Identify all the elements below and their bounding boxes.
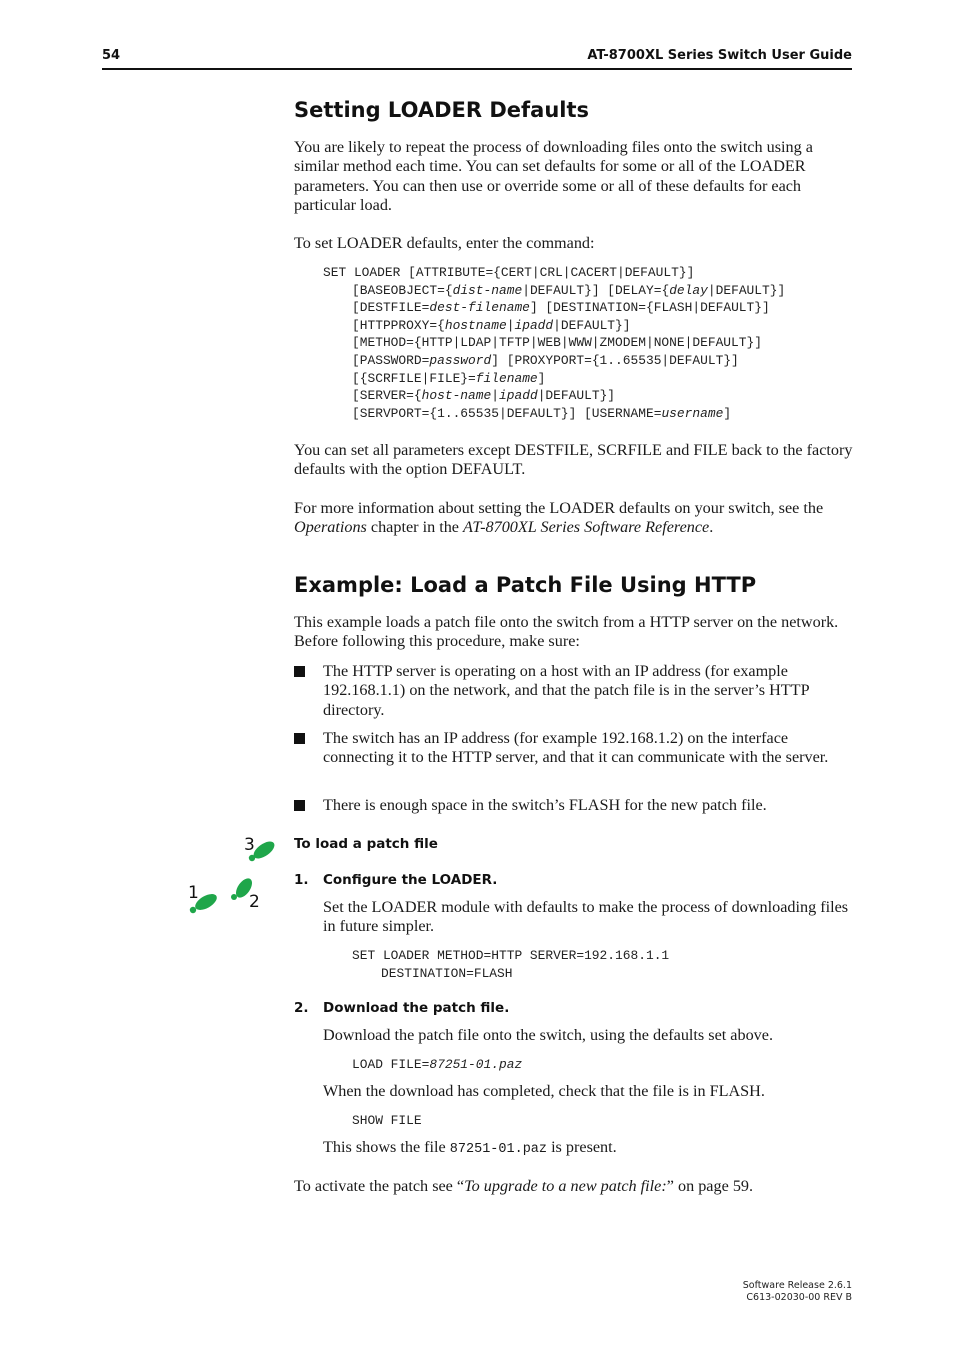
load-file-command — [352, 1056, 522, 1074]
command-line: [SERVER={host-name|ipadd|DEFAULT}] — [352, 388, 616, 404]
command-line: SET LOADER [ATTRIBUTE={CERT|CRL|CACERT|DEFAULT}] — [323, 265, 695, 280]
result-filename: 87251-01.paz — [449, 1142, 548, 1157]
set-loader-command-block — [323, 264, 785, 422]
more-info-text-a: For more information about setting the LOADER defaults on your switch, see the — [294, 499, 824, 517]
list-item — [294, 662, 854, 722]
page-number: 54 — [102, 48, 121, 63]
result-text — [323, 1138, 853, 1159]
http-example-intro: This example loads a patch file onto the switch from a HTTP server on the network. Before following this procedure, make sure: — [294, 613, 839, 651]
check-flash-text: When the download has completed, check that the file is in FLASH. — [323, 1082, 765, 1100]
command-line: [SERVPORT={1..65535|DEFAULT}] [USERNAME=username] — [352, 405, 732, 421]
command-line: [{SCRFILE|FILE}=filename] — [352, 370, 546, 386]
command-parameter: dest-filename — [429, 300, 530, 316]
list-item — [294, 796, 854, 818]
list-item — [294, 729, 854, 789]
bullet-text: The switch has an IP address (for example 192.168.1.2) on the interface connecting it to the HTTP server, and that it can communicate with the server. — [323, 729, 829, 767]
command-parameter: filename — [475, 370, 538, 386]
footstep-label-3: 3 — [244, 835, 255, 855]
header-rule — [102, 68, 852, 70]
footstep-label-1: 1 — [188, 883, 199, 903]
section-heading-loader-defaults: Setting LOADER Defaults — [294, 98, 590, 122]
step-1-text: Set the LOADER module with defaults to make the process of downloading files in future simpler. — [323, 898, 849, 936]
step-1-title: Configure the LOADER. — [323, 872, 498, 888]
show-file-command: SHOW FILE — [352, 1113, 422, 1128]
result-text-b: is present. — [547, 1138, 617, 1156]
operations-chapter-ref: Operations — [294, 518, 367, 537]
activate-patch-text — [294, 1177, 854, 1196]
command-parameter: dist-name — [452, 282, 523, 298]
command-parameter: delay — [669, 282, 708, 298]
software-release: Software Release 2.6.1 — [742, 1280, 852, 1291]
footsteps-icon — [186, 830, 282, 918]
procedure-title: To load a patch file — [294, 836, 438, 852]
command-lead-text: To set LOADER defaults, enter the command: — [294, 234, 595, 252]
command-line: [BASEOBJECT={dist-name|DEFAULT}] [DELAY={delay|DEFAULT}] — [352, 282, 786, 298]
bullet-text: There is enough space in the switch’s FLASH for the new patch file. — [323, 796, 767, 814]
step-1-number: 1. — [294, 872, 309, 888]
load-command-prefix: LOAD FILE= — [352, 1057, 430, 1072]
loader-defaults-intro: You are likely to repeat the process of downloading files onto the switch using a similar method each time. You can set defaults for some or all of the LOADER parameters. You can then use or override some or all of these defaults for each particular load. — [294, 138, 813, 214]
activate-text-a: To activate the patch see “ — [294, 1177, 465, 1195]
more-info-text-b: chapter in the — [366, 518, 464, 537]
document-id: C613-02030-00 REV B — [746, 1291, 852, 1303]
result-text-a: This shows the file — [323, 1138, 450, 1156]
command-parameter: username — [661, 405, 724, 421]
footstep-label-2: 2 — [249, 892, 260, 912]
bullet-text: The HTTP server is operating on a host with an IP address (for example 192.168.1.1) on the network, and that the patch file is in the server’s HTTP directory. — [323, 662, 809, 719]
load-command-filename: 87251-01.paz — [429, 1057, 523, 1072]
command-line: [PASSWORD=password] [PROXYPORT={1..65535|DEFAULT}] — [352, 352, 739, 368]
step-1-code-line-1: SET LOADER METHOD=HTTP SERVER=192.168.1.1 — [352, 948, 670, 963]
more-info-text-c: . — [709, 518, 714, 537]
bullet-square-icon — [294, 666, 305, 677]
step-2-title: Download the patch file. — [323, 1000, 510, 1016]
command-parameter: ipadd — [514, 317, 554, 333]
command-parameter: hostname — [444, 317, 507, 333]
command-line: [HTTPPROXY={hostname|ipadd|DEFAULT}] — [352, 317, 631, 333]
command-line: [DESTFILE=dest-filename] [DESTINATION={FLASH|DEFAULT}] — [352, 300, 770, 316]
step-2-number: 2. — [294, 1000, 309, 1016]
upgrade-patch-link[interactable]: To upgrade to a new patch file: — [464, 1177, 667, 1195]
more-info-paragraph — [294, 499, 854, 538]
command-parameter: host-name — [421, 388, 492, 404]
section-heading-http-example: Example: Load a Patch File Using HTTP — [294, 573, 757, 597]
footer — [743, 1280, 852, 1303]
defaults-note: You can set all parameters except DESTFILE, SCRFILE and FILE back to the factory defaults with the option DEFAULT. — [294, 441, 853, 479]
command-parameter: password — [429, 352, 492, 368]
activate-text-b: ” on page 59. — [666, 1177, 754, 1195]
step-2-text: Download the patch file onto the switch, using the defaults set above. — [323, 1026, 773, 1044]
software-reference-title: AT-8700XL Series Software Reference — [463, 518, 710, 537]
command-parameter: ipadd — [499, 388, 538, 404]
guide-title: AT-8700XL Series Switch User Guide — [587, 48, 852, 63]
command-line: [METHOD={HTTP|LDAP|TFTP|WEB|WWW|ZMODEM|NONE|DEFAULT}] — [352, 335, 762, 351]
bullet-square-icon — [294, 800, 305, 811]
bullet-square-icon — [294, 733, 305, 744]
step-1-code-line-2: DESTINATION=FLASH — [381, 966, 513, 981]
